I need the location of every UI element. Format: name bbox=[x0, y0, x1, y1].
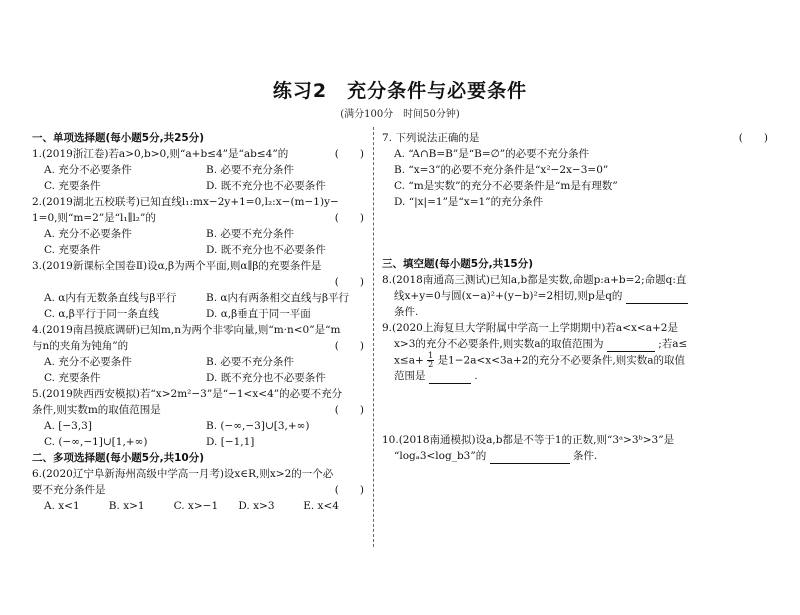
fraction bbox=[427, 352, 434, 369]
option-d: D. [−1,1] bbox=[206, 436, 255, 448]
question-10 bbox=[382, 432, 772, 448]
question-text: 范围是 bbox=[394, 370, 426, 382]
option-a: A. [−3,3] bbox=[44, 420, 92, 432]
question-4 bbox=[32, 322, 368, 338]
option-b: B. “x=3”的必要不充分条件是“x²−2x−3=0” bbox=[394, 164, 609, 176]
question-text: x≤a+ bbox=[394, 354, 424, 367]
question-text: 与n的夹角为钝角”的 bbox=[32, 340, 129, 352]
options-row bbox=[32, 498, 368, 514]
option-b: B. 必要不充分条件 bbox=[206, 164, 294, 176]
section-heading: 二、多项选择题(每小题5分,共10分) bbox=[32, 452, 205, 464]
question-text: 条件,则实数m的取值范围是 bbox=[32, 404, 161, 416]
question-text: 10.(2018南通模拟)设a,b都是不等于1的正数,则“3ᵃ>3ᵇ>3”是 bbox=[382, 434, 675, 446]
option-c: C. “m是实数”的充分不必要条件是“m是有理数” bbox=[394, 180, 618, 192]
options-row bbox=[32, 370, 368, 386]
answer-paren: ( ) bbox=[334, 276, 364, 288]
question-text: 8.(2018南通高三测试)已知a,b都是实数,命题p:a+b=2;命题q:直 bbox=[382, 274, 687, 286]
options-row bbox=[32, 418, 368, 434]
fraction-denominator: 2 bbox=[428, 360, 434, 369]
answer-blank[interactable] bbox=[429, 372, 471, 384]
answer-blank[interactable] bbox=[490, 452, 570, 464]
option-a: A. 充分不必要条件 bbox=[44, 356, 132, 368]
question-1 bbox=[32, 146, 368, 162]
option-c: C. α,β平行于同一条直线 bbox=[44, 308, 159, 320]
question-text: 线x+y=0与圆(x−a)²+(y−b)²=2相切,则p是q的 bbox=[394, 290, 623, 302]
option-d: D. 既不充分也不必要条件 bbox=[206, 372, 326, 384]
question-3 bbox=[32, 258, 368, 274]
option-b: B. 必要不充分条件 bbox=[206, 356, 294, 368]
option-c: C. 充要条件 bbox=[44, 372, 101, 384]
question-text: 1.(2019浙江卷)若a>0,b>0,则“a+b≤4”是“ab≤4”的 bbox=[32, 148, 289, 160]
question-text: 5.(2019陕西西安模拟)若“x>2m²−3”是“−1<x<4”的必要不充分 bbox=[32, 388, 343, 400]
options-row bbox=[32, 178, 368, 194]
option-d: D. 既不充分也不必要条件 bbox=[206, 180, 326, 192]
column-divider bbox=[373, 127, 374, 547]
answer-blank[interactable] bbox=[607, 340, 655, 352]
question-text: 7. 下列说法正确的是 bbox=[382, 132, 480, 144]
answer-blank[interactable] bbox=[626, 292, 688, 304]
question-text: 9.(2020上海复旦大学附属中学高一上学期期中)若a<x<a+2是 bbox=[382, 322, 678, 334]
option-b: B. x>1 bbox=[108, 500, 145, 512]
question-text: x>3的充分不必要条件,则实数a的取值范围为 bbox=[394, 338, 604, 350]
question-text: 条件. bbox=[572, 450, 598, 462]
option-b: B. (−∞,−3]∪[3,+∞) bbox=[206, 420, 310, 432]
fraction-numerator: 1 bbox=[428, 351, 434, 360]
option-d: D. x>3 bbox=[238, 500, 275, 512]
option-c: C. x>−1 bbox=[173, 500, 219, 512]
page-title: 练习2 充分条件与必要条件 bbox=[272, 80, 528, 102]
option-e: E. x<4 bbox=[303, 500, 339, 512]
answer-paren: ( ) bbox=[334, 340, 364, 352]
options-row bbox=[32, 290, 368, 306]
section-heading: 三、填空题(每小题5分,共15分) bbox=[382, 258, 534, 270]
question-text: 3.(2019新课标全国卷Ⅱ)设α,β为两个平面,则α∥β的充要条件是 bbox=[32, 260, 322, 272]
answer-paren: ( ) bbox=[334, 404, 364, 416]
question-text: 6.(2020辽宁阜新海州高级中学高一月考)设x∈R,则x>2的一个必 bbox=[32, 468, 334, 480]
question-text: “logₐ3<log_b3”的 bbox=[394, 450, 487, 462]
option-d: D. “|x|=1”是“x=1”的充分条件 bbox=[394, 196, 544, 208]
question-text: 要不充分条件是 bbox=[32, 484, 106, 496]
question-6 bbox=[32, 466, 368, 482]
options-row bbox=[32, 434, 368, 450]
question-text: . bbox=[474, 370, 478, 382]
option-a: A. x<1 bbox=[44, 500, 80, 512]
answer-paren: ( ) bbox=[334, 484, 364, 496]
question-8 bbox=[382, 272, 772, 288]
options-row bbox=[32, 354, 368, 370]
options-row bbox=[32, 162, 368, 178]
left-column bbox=[32, 130, 368, 514]
option-a: A. 充分不必要条件 bbox=[44, 164, 132, 176]
question-7 bbox=[382, 130, 772, 146]
question-2 bbox=[32, 194, 368, 210]
option-c: C. (−∞,−1]∪[1,+∞) bbox=[44, 436, 148, 448]
section-heading: 一、单项选择题(每小题5分,共25分) bbox=[32, 132, 205, 144]
option-b: B. α内有两条相交直线与β平行 bbox=[206, 292, 350, 304]
question-text: 2.(2019湖北五校联考)已知直线l₁:mx−2y+1=0,l₂:x−(m−1)y− bbox=[32, 196, 339, 208]
question-text: ;若a≤ bbox=[658, 338, 688, 350]
option-d: D. 既不充分也不必要条件 bbox=[206, 244, 326, 256]
question-9 bbox=[382, 320, 772, 336]
options-row bbox=[32, 306, 368, 322]
question-text: 1=0,则“m=2”是“l₁∥l₂”的 bbox=[32, 212, 156, 224]
question-text: 4.(2019南昌摸底调研)已知m,n为两个非零向量,则“m·n<0”是“m bbox=[32, 324, 341, 336]
page-subtitle: (满分100分 时间50分钟) bbox=[340, 109, 460, 120]
answer-paren: ( ) bbox=[334, 212, 364, 224]
option-d: D. α,β垂直于同一平面 bbox=[206, 308, 311, 320]
option-c: C. 充要条件 bbox=[44, 180, 101, 192]
option-c: C. 充要条件 bbox=[44, 244, 101, 256]
option-a: A. 充分不必要条件 bbox=[44, 228, 132, 240]
option-a: A. “A∩B=B”是“B=∅”的必要不充分条件 bbox=[394, 148, 590, 160]
answer-paren: ( ) bbox=[738, 132, 768, 144]
option-a: A. α内有无数条直线与β平行 bbox=[44, 292, 177, 304]
question-5 bbox=[32, 386, 368, 402]
option-b: B. 必要不充分条件 bbox=[206, 228, 294, 240]
question-text: 是1−2a<x<3a+2的充分不必要条件,则实数a的取值 bbox=[437, 354, 686, 367]
options-row bbox=[32, 226, 368, 242]
answer-paren: ( ) bbox=[334, 148, 364, 160]
question-text: 条件. bbox=[394, 306, 419, 318]
right-column bbox=[382, 130, 772, 464]
options-row bbox=[32, 242, 368, 258]
